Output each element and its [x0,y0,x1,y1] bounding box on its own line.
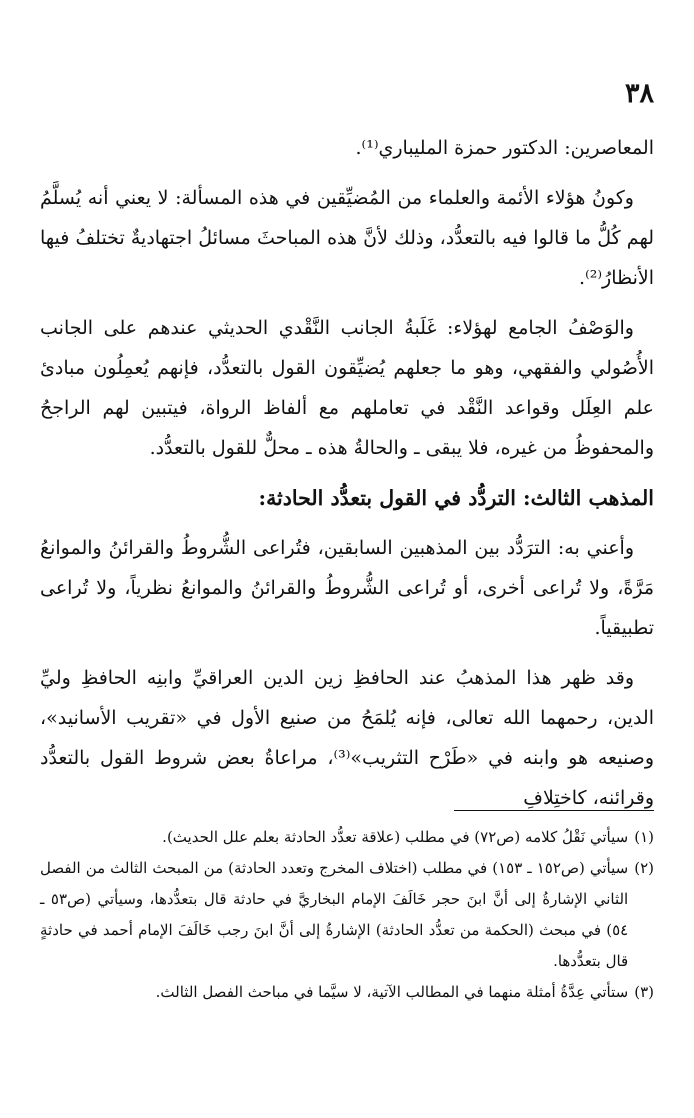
paragraph-narrowers: وكونُ هؤلاء الأئمة والعلماء من المُضيِّقين في هذه المسألة: لا يعني أنه يُسلَّمُ لهم كُلُّ ما قالوا فيه بالتعدُّد، وذلك لأنَّ هذه المباحثَ مسائلُ اجتهاديةٌ تختلفُ فيها الأنظارُ⁽²⁾. [40,187,654,289]
footnote-number: (٣) [634,983,654,1001]
footnote-text: سيأتي (ص١٥٢ ـ ١٥٣) في مطلب (اختلاف المخرج وتعدد الحادثة) من المبحث الثالث من الفصل الثاني الإشارةُ إلى أنَّ ابنَ حجر خَالَفَ الإمام البخاريَّ في حادثة قال بتعدُّدها، وسيأتي (ص٥٣ ـ ٥٤) في مبحث (الحكمة من تعدُّد الحادثة) الإشارةُ إلى أنَّ ابنَ رجب خَالَفَ الإمام أحمد في حادثةٍ قال بتعدُّدها. [40,859,629,970]
paragraph-iraqi: وقد ظهر هذا المذهبُ عند الحافظِ زين الدين العراقيِّ وابنِه الحافظِ وليِّ الدين، رحمهما الله تعالى، فإنه يُلمَحُ من صنيع الأول في «تقريب الأسانيد»، وصنيعه هو وابنه في «طَرْح التثريب»⁽³⁾، مراعاةُ بعض شروط القول بالتعدُّد وقرائنه، كاختِلافِ [40,667,654,809]
footnote-1 [40,822,654,853]
main-text [40,128,654,828]
footnotes [40,822,654,1008]
footnote-number: (١) [634,828,654,846]
footnote-2 [40,853,654,977]
footnote-text: سيأتي نَقْلُ كلامه (ص٧٢) في مطلب (علاقة تعدُّد الحادثة بعلم علل الحديث). [162,828,629,846]
paragraph-contemporaries: المعاصرين: الدكتور حمزة المليباري⁽¹⁾. [355,137,654,159]
section-heading: المذهب الثالث: التردُّد في القول بتعدُّد الحادثة: [258,486,654,510]
footnote-separator [454,810,654,811]
footnote-text: ستأتي عِدَّةُ أمثلة منهما في المطالب الآتية، لا سيَّما في مباحث الفصل الثالث. [155,983,629,1001]
footnote-3 [40,977,654,1008]
paragraph-definition: وأعني به: الترَدُّد بين المذهبين السابقين، فتُراعى الشُّروطُ والقرائنُ والموانعُ مَرَّةً، ولا تُراعى أخرى، أو تُراعى الشُّروطُ والقرائنُ والموانعُ نظرياً، ولا تُراعى تطبيقياً. [40,537,654,639]
paragraph-description: والوَصْفُ الجامع لهؤلاء: غَلَبةُ الجانب النَّقْدي الحديثي عندهم على الجانب الأُصُولي والفقهي، وهو ما جعلهم يُضيِّقون القول بالتعدُّد، فإنهم يُعمِلُون مبادئ علم العِلَل وقواعد النَّقْد في تعاملهم مع ألفاظ الرواة، فيتبين لهم الراجحُ والمحفوظُ من غيره، فلا يبقى ـ والحالةُ هذه ـ محلٌّ للقول بالتعدُّد. [40,317,654,459]
page-number: ٣٨ [624,78,654,109]
footnote-number: (٢) [634,859,654,877]
